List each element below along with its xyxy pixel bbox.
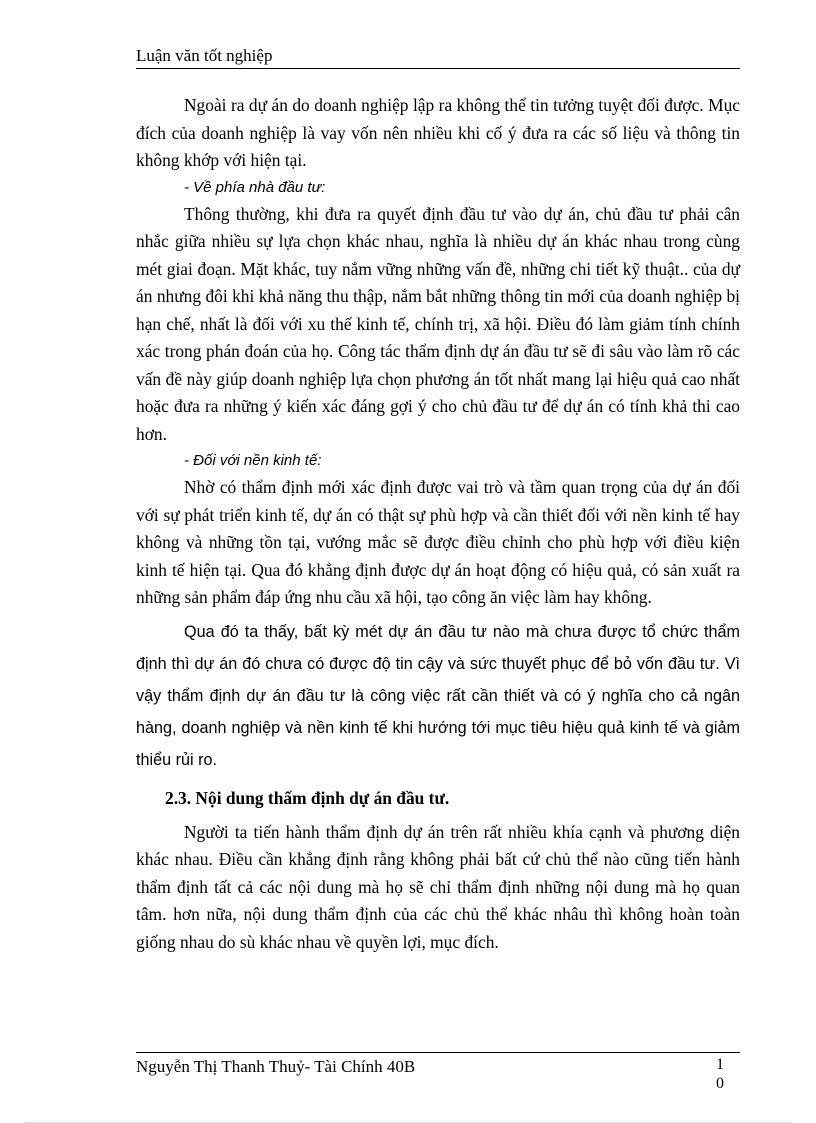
paragraph-economy: Nhờ có thẩm định mới xác định được vai trò và tầm quan trọng của dự án đối với sự phát triển kinh tế, dự án có thật sự phù hợp và cần thiết đối với nền kinh tế hay không và những tồn tại, vướng mắc sẽ được điều chỉnh cho phù hợp với điều kiện kinh tế hiện tại. Qua đó khẳng định được dự án hoạt động có hiệu quả, có sản xuất ra những sản phẩm đáp ứng nhu cầu xã hội, tạo công ăn việc làm hay không.: [136, 477, 740, 607]
paragraph-content: Người ta tiến hành thẩm định dự án trên rất nhiều khía cạnh và phương diện khác nhau. Điều cần khẳng định rằng không phải bất cứ chủ thể nào cũng tiến hành thẩm định tất cả các nội dung mà họ sẽ chỉ thẩm định những nội dung mà họ quan tâm. hơn nữa, nội dung thẩm định của các chủ thể khác nhâu thì không hoàn toàn giống nhau do sù khác nhau về quyền lợi, mục đích.: [136, 821, 740, 952]
page-number-digit-1: 1: [716, 1056, 724, 1073]
paragraph-intro: Ngoài ra dự án do doanh nghiệp lập ra không thể tin tưởng tuyệt đối được. Mục đích của doanh nghiệp là vay vốn nên nhiều khi cố ý đưa ra các số liệu và thông tin không khớp với hiện tại.: [136, 95, 740, 170]
page-number: [712, 1055, 728, 1093]
section-heading: 2.3. Nội dung thẩm định dự án đầu tư.: [165, 787, 450, 808]
footer-divider: [136, 1052, 740, 1053]
running-header: Luận văn tốt nghiệp: [136, 46, 273, 65]
subheading-economy: - Đối với nền kinh tế:: [184, 452, 322, 469]
page-number-digit-2: 0: [716, 1075, 724, 1092]
subheading-investor: - Về phía nhà đầu tư:: [184, 178, 326, 196]
paragraph-investor: Thông thường, khi đưa ra quyết định đầu tư vào dự án, chủ đầu tư phải cân nhắc giữa nhiều sự lựa chọn khác nhau, nghĩa là nhiều dự án khác nhau trong cùng mét giai đoạn. Mặt khác, tuy nắm vững những vấn đề, những chi tiết kỹ thuật.. của dự án nhưng đôi khi khả năng thu thập, nắm bắt những thông tin mới của doanh nghiệp bị hạn chế, nhất là đối với xu thế kinh tế, chính trị, xã hội. Điều đó làm giảm tính chính xác trong phán đoán của họ. Công tác thẩm định dự án đầu tư sẽ đi sâu vào làm rõ các vấn đề này giúp doanh nghiệp lựa chọn phương án tốt nhất mang lại hiệu quả cao nhất hoặc đưa ra những ý kiến xác đáng gợi ý cho chủ đầu tư để dự án có tính khả thi cao hơn.: [136, 203, 740, 444]
paragraph-conclusion: Qua đó ta thấy, bất kỳ mét dự án đầu tư nào mà chưa được tổ chức thẩm định thì dự án đó chưa có được độ tin cậy và sức thuyết phục để bỏ vốn đầu tư. Vì vậy thẩm định dự án đầu tư là công việc rất cần thiết và có ý nghĩa cho cả ngân hàng, doanh nghiệp và nền kinh tế khi hướng tới mục tiêu hiệu quả kinh tế và giảm thiểu rủi ro.: [136, 622, 740, 770]
page-body: [136, 92, 740, 956]
footer-author: Nguyễn Thị Thanh Thuỷ- Tài Chính 40B: [136, 1057, 416, 1076]
header-divider: [136, 68, 740, 69]
